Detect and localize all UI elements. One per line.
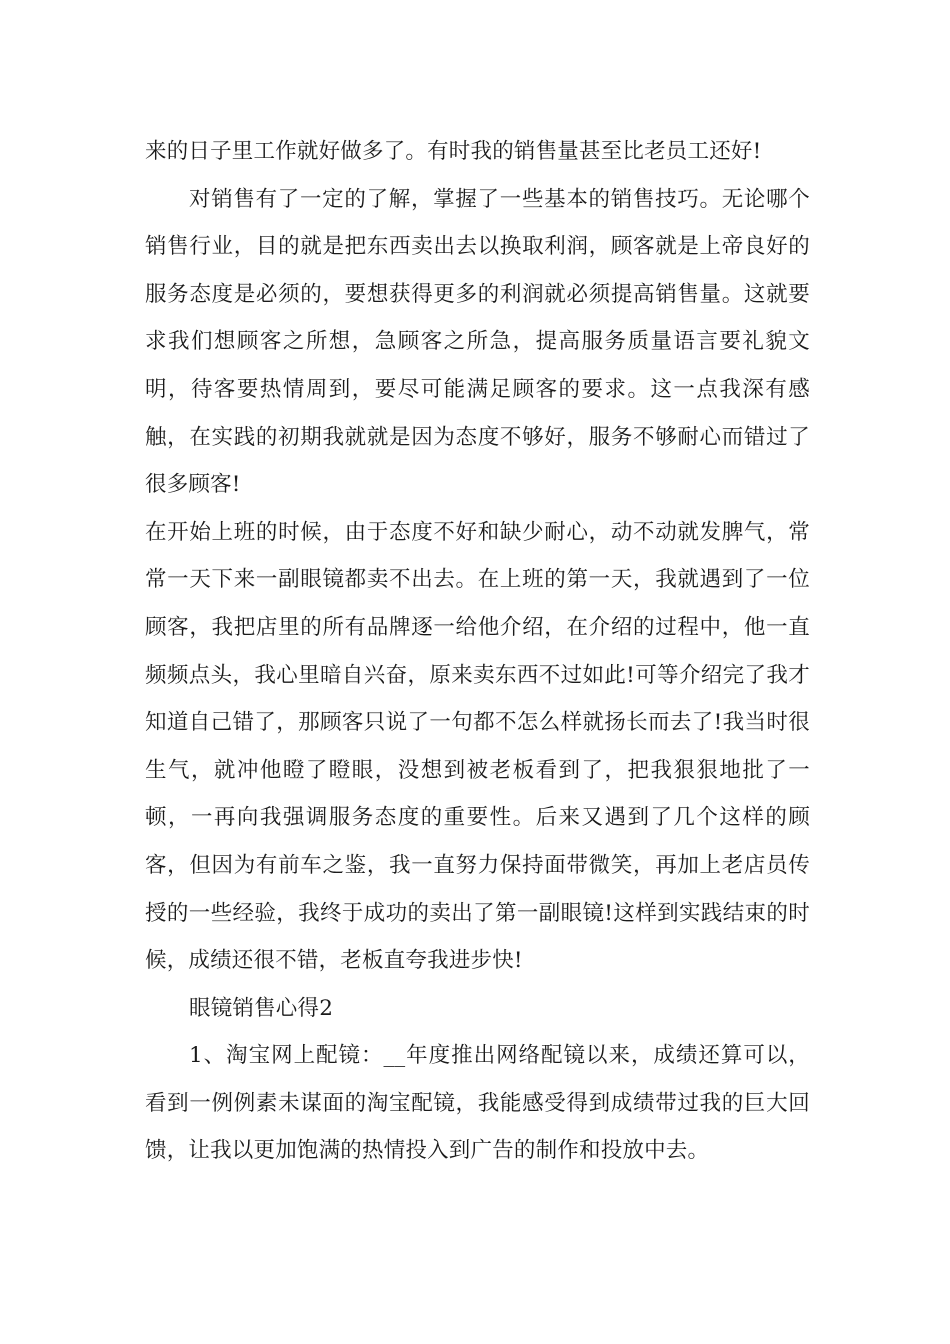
document-body	[145, 128, 810, 1175]
paragraph-5: 1、淘宝网上配镜：__年度推出网络配镜以来，成绩还算可以，看到一例例素未谋面的淘宝配镜，我能感受得到成绩带过我的巨大回馈，让我以更加饱满的热情投入到广告的制作和投放中去。	[145, 1043, 810, 1164]
paragraph-3: 在开始上班的时候，由于态度不好和缺少耐心，动不动就发脾气，常常一天下来一副眼镜都卖不出去。在上班的第一天，我就遇到了一位顾客，我把店里的所有品牌逐一给他介绍，在介绍的过程中，他一直频频点头，我心里暗自兴奋，原来卖东西不过如此!可等介绍完了我才知道自己错了，那顾客只说了一句都不怎么样就扬长而去了!我当时很生气，就冲他瞪了瞪眼，没想到被老板看到了，把我狠狠地批了一顿，一再向我强调服务态度的重要性。后来又遇到了几个这样的顾客，但因为有前车之鉴，我一直努力保持面带微笑，再加上老店员传授的一些经验，我终于成功的卖出了第一副眼镜!这样到实践结束的时候，成绩还很不错，老板直夸我进步快!	[145, 519, 810, 974]
section-heading: 眼镜销售心得2	[189, 995, 334, 1021]
paragraph-1: 来的日子里工作就好做多了。有时我的销售量甚至比老员工还好!	[145, 139, 762, 164]
paragraph-2: 对销售有了一定的了解，掌握了一些基本的销售技巧。无论哪个销售行业，目的就是把东西卖出去以换取利润，顾客就是上帝良好的服务态度是必须的，要想获得更多的利润就必须提高销售量。这就要求我们想顾客之所想，急顾客之所急，提高服务质量语言要礼貌文明，待客要热情周到，要尽可能满足顾客的要求。这一点我深有感触，在实践的初期我就就是因为态度不够好，服务不够耐心而错过了很多顾客!	[145, 186, 810, 498]
